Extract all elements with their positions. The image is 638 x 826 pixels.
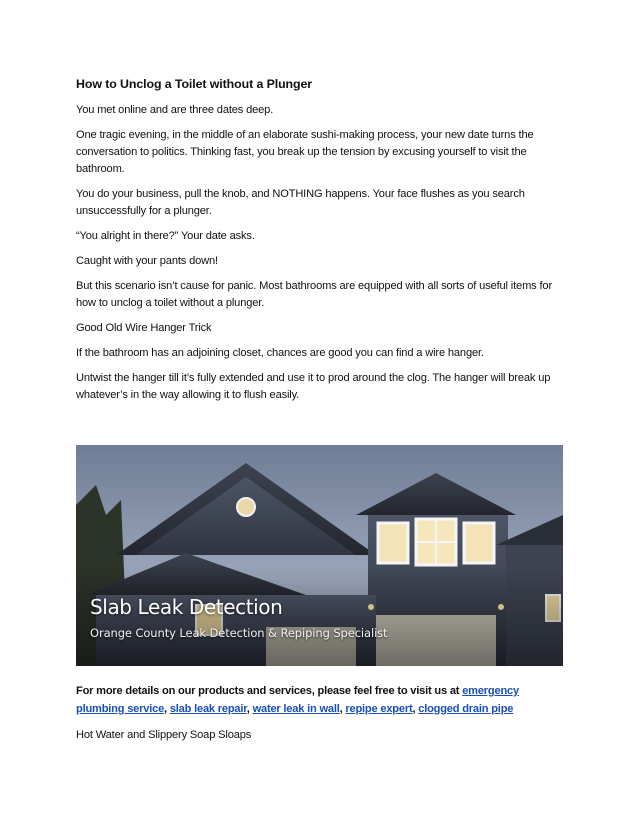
paragraph: You met online and are three dates deep. — [76, 104, 274, 116]
closing-heading: Hot Water and Slippery Soap Sloaps — [76, 729, 252, 741]
house-photo — [76, 445, 563, 666]
article-title: How to Unclog a Toilet without a Plunger — [76, 77, 313, 91]
image-caption-subtitle: Orange County Leak Detection & Repiping Specialist — [90, 626, 388, 640]
cta-lead-text: For more details on our products and services, please feel free to visit us at — [76, 685, 460, 697]
image-caption-title: Slab Leak Detection — [90, 595, 283, 619]
comma-separator: , — [246, 703, 253, 715]
comma-separator: , — [339, 703, 346, 715]
link-water-leak-in-wall[interactable]: water leak in wall — [252, 703, 340, 715]
link-repipe-expert[interactable]: repipe expert — [345, 703, 413, 715]
paragraph: One tragic evening, in the middle of an elaborate sushi-making process, your new date turns the conversation to politics. Thinking fast, you break up the tension by excusing yourself to visit the bathroom. — [76, 129, 534, 175]
link-emergency-plumbing[interactable]: emergency plumbing service — [76, 685, 519, 715]
comma-separator: , — [164, 703, 170, 715]
call-to-action — [76, 682, 566, 718]
comma-separator: , — [412, 703, 419, 715]
paragraph: But this scenario isn’t cause for panic. Most bathrooms are equipped with all sorts of useful items for how to unclog a toilet without a plunger. — [76, 280, 552, 309]
link-clogged-drain-pipe[interactable]: clogged drain pipe — [418, 703, 514, 715]
paragraph: Untwist the hanger till it’s fully extended and use it to prod around the clog. The hanger will break up whatever’s in the way allowing it to flush easily. — [76, 372, 551, 401]
link-slab-leak-repair[interactable]: slab leak repair — [169, 703, 247, 715]
paragraph: “You alright in there?” Your date asks. — [76, 230, 255, 242]
paragraph: You do your business, pull the knob, and NOTHING happens. Your face flushes as you search unsuccessfully for a plunger. — [76, 188, 525, 217]
paragraph: Caught with your pants down! — [76, 255, 218, 267]
paragraph: If the bathroom has an adjoining closet, chances are good you can find a wire hanger. — [76, 347, 484, 359]
section-heading: Good Old Wire Hanger Trick — [76, 322, 212, 334]
article-body — [76, 76, 566, 412]
